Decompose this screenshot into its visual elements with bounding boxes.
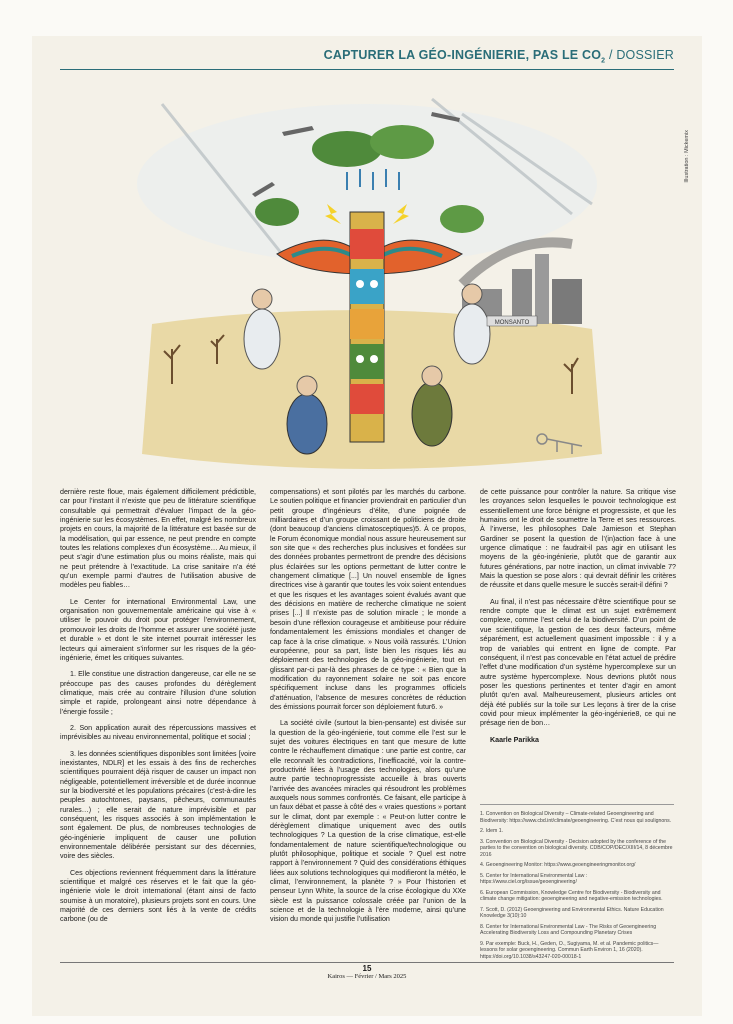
- paragraph: Au final, il n’est pas nécessaire d’être scientifique pour se rendre compte que le climat est un sujet extrêmement complexe, comme l’est celui de la biodiversité. D’un point de vue scientifique, la gestion de ces deux facteurs, même séparément, est actuellement quasiment impossible : il y a trop de variables qui entrent en ligne de compte. Par conséquent, il n’est pas concevable en l’état actuel de prédire l’effet d’une modification d’un système hypercomplexe sur un autre système hypercomplexe. Nous devrions plutôt nous poser les questions pertinentes et tenter d’agir en amont plutôt qu’en aval. Malheureusement, plusieurs articles ont déjà été publiés sur la toile sur Les leçons à tirer de la crise covid pour mieux implémenter la géo-ingénierie8, ce qui ne présage rien de bon…: [480, 597, 676, 728]
- paragraph: 3. les données scientifiques disponibles sont limitées [voire inexistantes, NDLR] et les essais à des fins de recherches scientifiques pourraient déjà risquer de causer un impact non négligeable, potentiellement irréversible et de durée inconnue sur la biodiversité et les populations précaires (c’est-à-dire les peuples autochtones, paysans, pêcheurs, communautés rurales…) ; elle serait de nature imprévisible et par conséquent, les risques associés à son implémentation le sont également. De plus, de nombreuses technologies de géo-ingénierie impliquent de causer une pollution environnementale délibérée persistant sur des décennies, voire des siècles.: [60, 749, 256, 861]
- paragraph: La société civile (surtout la bien-pensante) est divisée sur la question de la géo-ingénierie, tout comme elle l’est sur le sujet des voitures électriques en tant que mesure de lutte contre le réchauffement climatique : une partie est contre, car elle reconnaît les contradictions, l’inefficacité, voir la contre-productivité liées à l’usage des technologies, alors qu’une autre partie technoprogressiste accueille à bras ouverts l’arrivée des avancées miracles qui résoudront les problèmes auxquels nous sommes confrontés. Ce faisant, elle participe à un faux débat et passe à côté des « vraies questions » portant sur le climat, dont par exemple : « Peut-on lutter contre le dérèglement climatique uniquement avec des outils technologiques ? La question de la crise climatique, est-elle fondamentalement de nature scientifique/technologique ou plutôt philosophique, politique et sociale ? Quel est notre rapport à l’environnement ? Quid des considérations éthiques liées aux solutions technologiques qui modifieront la météo, le climat, l’environnement, la planète ? » Pour l’historien et penseur Lynn White, la source de la crise écologique du XXe siècle est la puissance colossale créée par l’union de la science et de la technologie à l’ère moderne, ainsi qu’une vision du monde qui justifie l’utilisation: [270, 719, 466, 924]
- paragraph: 2. Son application aurait des répercussions massives et imprévisibles au niveau environnemental, politique et social ;: [60, 723, 256, 742]
- footnote: 7. Scott, D. (2012) Geoengineering and Environmental Ethics. Nature Education Knowledge 3(10):10: [480, 906, 664, 919]
- title-subscript: 2: [601, 57, 606, 65]
- page-footer: [32, 964, 702, 980]
- illustration-totem: [132, 94, 602, 498]
- illustration-credit: Illustration : Mickemix: [684, 130, 690, 183]
- footnote: 3. Convention on Biological Diversity - Decision adopted by the conference of the parties to the convention on biological diversity. CDB/COP/DEC/XIII/14, 8 décembre 2016: [480, 838, 673, 858]
- running-title-text: CAPTURER LA GÉO-INGÉNIERIE, PAS LE CO: [323, 48, 602, 62]
- footnote: 6. European Commission, Knowledge Centre for Biodiversity - Biodiversity and climate change mitigation: geoengineering and negative-emission technologies.: [480, 889, 663, 902]
- page-header: [32, 48, 702, 70]
- section-label: DOSSIER: [616, 48, 674, 62]
- article-column-3: [480, 488, 676, 752]
- footnotes: [480, 804, 674, 964]
- totem-pole: [350, 212, 384, 442]
- paragraph: de cette puissance pour contrôler la nature. Sa critique vise les croyances selon lesquelles le pouvoir technologique est essentiellement une force bénigne et progressiste, et que les humains ont le droit de soumettre la Terre et ses ressources. À l’inverse, les philosophes Dale Jamieson et Stephan Gardiner se posent la question de l’(in)action face à une urgence climatique : ne faudrait-il pas agir en utilisant les moyens de la géo-ingénierie, plutôt que de garantir aux futures générations, par notre inaction, un climat invivable 7? Mais la question se pose alors : qui devrait définir les critères de réussite et dans quelle mesure le succès serait-il défini ?: [480, 488, 676, 590]
- title-separator: /: [608, 48, 613, 62]
- footnote: 4. Geoengineering Monitor: https://www.geoengineeringmonitor.org/: [480, 862, 636, 868]
- footnotes-rule: [480, 804, 674, 805]
- paragraph: compensations) et sont pilotés par les marchés du carbone. Le soutien politique et financier proviendrait en particulier d’un petit groupe d’ingénieurs d’élite, d’une poignée de milliardaires et d’un groupe croissant de politiciens de droite (dont beaucoup d’anciens climatosceptiques)5. À ce propos, le Forum économique mondial nous assure heureusement sur son site que « des recherches plus inclusives et fondées sur des données probantes permettront de prendre des décisions plus éclairées sur les options permettant de lutter contre le changement climatique [...] Un nouvel ensemble de lignes directrices vise à garantir que toutes les voix soient entendues et que les risques et les avantages soient évalués avant que des décisions en matière de recherche climatique ne soient prises [...] Il n’existe pas de solution miracle ; le monde a besoin d’une réflexion courageuse et ambitieuse pour réduire fondamentalement les émissions mondiales et changer de cap face à la crise climatique. » Nous voilà rassurés. L’Union européenne, pour sa part, liste bien les risques liés au déploiement des technologies de la géo-ingénierie, tout en glissant par-ci par-là des phrases de ce type : « Bien que la modification du rayonnement solaire ne soit pas encore spécifiquement incluse dans les programmes officiels d’atténuation, l’absence de mesures concrètes de réduction des émissions pourrait forcer son déploiement futur6. »: [270, 488, 466, 711]
- article-column-2: [270, 488, 466, 932]
- footnote: 1. Convention on Biological Diversity – Climate-related Geoengineering and Biodiversity: https://www.cbd.int/climate/geoengineering. C’est nous qui soulignons.: [480, 811, 672, 824]
- footnote: 2. Idem 1.: [480, 828, 504, 834]
- magazine-page: [32, 36, 702, 1016]
- article-column-1: [60, 488, 256, 932]
- paragraph: dernière reste floue, mais également difficilement prédictible, car pour l’instant il n’existe que peu de littérature scientifique consultable qui permettrait d’évaluer l’impact de la géo-ingénierie sur les écosystèmes. En effet, malgré les nombreux projets en cours, la majorité de la littérature est basée sur de la modélisation, qui par essence, ne peut prendre en compte toutes les relations complexes d’un écosystème… Au mieux, il peut s’agir d’une estimation plus ou moins réaliste, mais qui ne peut prétendre à l’exactitude. La crise sanitaire n’a été qu’un exemple parmi d’autres de l’utilisation abusive de modèles peu fiables…: [60, 488, 256, 590]
- footnote: 9. Par exemple: Buck, H., Geden, O., Sugiyama, M. et al. Pandemic politics—lessons for solar geoengineering. Commun Earth Environ 1, 16 (2020). https://doi.org/10.1038/s43247-020-00018-1: [480, 940, 659, 960]
- page-number: 15: [362, 964, 372, 973]
- footer-rule: [60, 962, 674, 963]
- sign-text: MONSANTO: [494, 320, 530, 326]
- paragraph: Le Center for international Environmental Law, une organisation non gouvernementale américaine qui vise à « utiliser le pouvoir du droit pour protéger l’environnement, promouvoir les droits de l’homme et assurer une société juste et durable » et dont le site internet pourrait intéresser les lecteurs qui aimeraient s’informer sur les risques de la géo-ingénierie, émet les critiques suivantes.: [60, 597, 256, 662]
- footnote: 5. Center for International Environmental Law : https://www.ciel.org/issue/geoengineering/: [480, 872, 588, 885]
- running-title: [324, 48, 674, 65]
- author-signature: Kaarle Parikka: [490, 735, 539, 744]
- header-rule: [60, 69, 674, 70]
- publication-line: Kairos — Février / Mars 2025: [327, 973, 407, 980]
- footnote: 8. Center for International Environmental Law - The Risks of Geoengineering Accelerating Biodiversity Loss and Compounding Planetary Crises: [480, 923, 657, 936]
- paragraph: Ces objections reviennent fréquemment dans la littérature scientifique et malgré ces réserves et le fait que la géo-ingénierie viole le droit international (étant ainsi de facto soumise à un moratoire), plusieurs projets sont en cours. Une majorité de ces derniers sont liés à la vente de crédits carbone (ou de: [60, 868, 256, 924]
- paragraph: 1. Elle constitue une distraction dangereuse, car elle ne se préoccupe pas des causes profondes du dérèglement climatique, mais crée au contraire l’illusion d’une solution simple et rapide, prolongeant ainsi notre dépendance à l’énergie fossile ;: [60, 670, 256, 716]
